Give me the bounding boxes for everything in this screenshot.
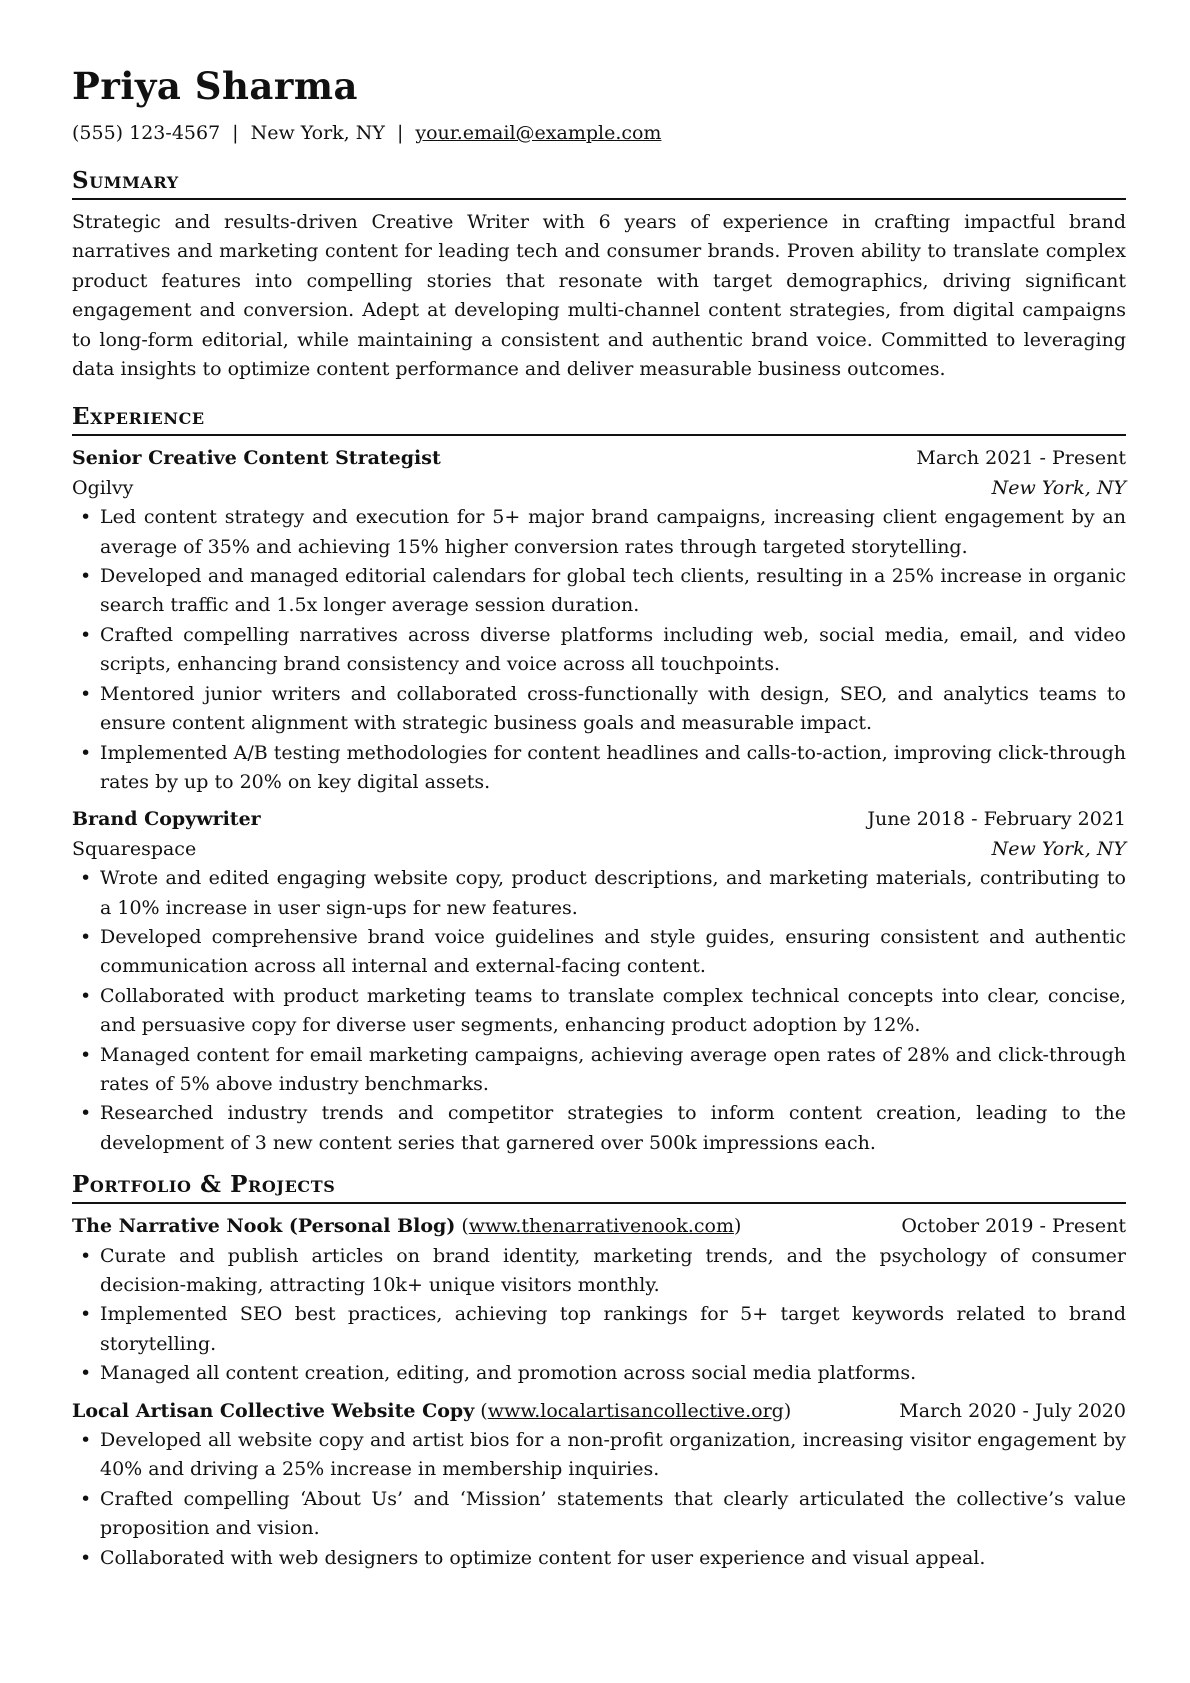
- bullet-item: [72, 982, 1126, 1041]
- link-paren-open: (: [461, 1215, 469, 1238]
- company-name: Ogilvy: [72, 476, 134, 499]
- project-entry: [72, 1212, 1126, 1388]
- bullet-icon: •: [80, 1043, 92, 1066]
- bullet-text: Collaborated with web designers to optimize content for user experience and visual appeal.: [100, 1546, 986, 1569]
- bullet-icon: •: [80, 984, 92, 1007]
- project-link[interactable]: www.thenarrativenook.com: [468, 1215, 734, 1238]
- summary-text: Strategic and results-driven Creative Writer with 6 years of experience in crafting impactful brand narratives and marketing content for leading tech and consumer brands. Proven ability to translate complex product features into compelling stories that resonate with target demographics, driving significant engagement and conversion. Adept at developing multi-channel content strategies, from digital campaigns to long-form editorial, while maintaining a consistent and authentic brand voice. Committed to leveraging data insights to optimize content performance and deliver measurable business outcomes.: [72, 211, 1126, 381]
- bullet-icon: •: [80, 1487, 92, 1510]
- bullet-item: [72, 923, 1126, 982]
- experience-section: [72, 402, 1126, 1158]
- bullet-text: Developed and managed editorial calendars for global tech clients, resulting in a 25% increase in organic search traffic and 1.5x longer average session duration.: [100, 565, 1126, 617]
- project-dates: March 2020 - July 2020: [899, 1399, 1126, 1422]
- resume-page: [72, 60, 1126, 1573]
- project-title-line: [72, 1212, 741, 1241]
- contact-separator: |: [232, 122, 239, 144]
- project-bullets: [72, 1426, 1126, 1573]
- project-entry: [72, 1397, 1126, 1573]
- bullet-text: Mentored junior writers and collaborated cross-functionally with design, SEO, and analytics teams to ensure content alignment with strategic business goals and measurable impact.: [100, 682, 1126, 735]
- projects-section: [72, 1170, 1126, 1573]
- bullet-item: [72, 680, 1126, 739]
- bullet-icon: •: [80, 867, 92, 890]
- bullet-icon: •: [80, 1546, 92, 1569]
- bullet-icon: •: [80, 565, 92, 588]
- email-link[interactable]: your.email@example.com: [415, 122, 662, 144]
- bullet-text: Managed all content creation, editing, and promotion across social media platforms.: [100, 1362, 917, 1385]
- project-header: [72, 1212, 1126, 1241]
- bullet-item: [72, 1485, 1126, 1544]
- bullet-item: [72, 1300, 1126, 1359]
- link-paren-open: (: [480, 1399, 488, 1422]
- bullet-item: [72, 1099, 1126, 1158]
- job-subheader: [72, 474, 1126, 503]
- project-link[interactable]: www.localartisancollective.org: [487, 1399, 784, 1422]
- bullet-item: [72, 503, 1126, 562]
- job-bullets: [72, 503, 1126, 797]
- bullet-text: Crafted compelling ‘About Us’ and ‘Mission’ statements that clearly articulated the collective’s value proposition and vision.: [100, 1487, 1126, 1540]
- job-header: [72, 805, 1126, 834]
- bullet-icon: •: [80, 1102, 92, 1125]
- project-bullets: [72, 1242, 1126, 1389]
- company-name: Squarespace: [72, 837, 197, 860]
- bullet-text: Curate and publish articles on brand identity, marketing trends, and the psychology of consumer decision-making, attracting 10k+ unique visitors monthly.: [100, 1244, 1126, 1296]
- project-dates: October 2019 - Present: [901, 1215, 1126, 1238]
- job-entry: [72, 444, 1126, 797]
- bullet-text: Collaborated with product marketing teams to translate complex technical concepts into clear, concise, and persuasive copy for diverse user segments, enhancing product adoption by 12%.: [100, 984, 1126, 1037]
- bullet-item: [72, 1426, 1126, 1485]
- job-dates: March 2021 - Present: [916, 447, 1126, 470]
- project-name: The Narrative Nook (Personal Blog): [72, 1215, 456, 1238]
- job-location: New York, NY: [991, 476, 1126, 499]
- phone-number: (555) 123-4567: [72, 122, 221, 144]
- bullet-text: Managed content for email marketing campaigns, achieving average open rates of 28% and click-through rates of 5% above industry benchmarks.: [100, 1043, 1126, 1095]
- location: New York, NY: [250, 122, 385, 144]
- bullet-icon: •: [80, 741, 92, 764]
- bullet-item: [72, 562, 1126, 621]
- job-location: New York, NY: [991, 837, 1126, 860]
- project-title-line: [72, 1397, 791, 1426]
- experience-heading: Experience: [72, 402, 1126, 436]
- bullet-icon: •: [80, 1362, 92, 1385]
- bullet-item: [72, 739, 1126, 798]
- bullet-item: [72, 1359, 1126, 1388]
- job-header: [72, 444, 1126, 473]
- contact-line: [72, 118, 1126, 148]
- job-subheader: [72, 835, 1126, 864]
- projects-heading: Portfolio & Projects: [72, 1170, 1126, 1204]
- bullet-item: [72, 1041, 1126, 1100]
- job-bullets: [72, 864, 1126, 1158]
- project-name: Local Artisan Collective Website Copy: [72, 1399, 475, 1422]
- bullet-icon: •: [80, 682, 92, 705]
- bullet-icon: •: [80, 506, 92, 529]
- bullet-text: Developed comprehensive brand voice guidelines and style guides, ensuring consistent and authentic communication across all internal and external-facing content.: [100, 925, 1126, 978]
- bullet-text: Implemented SEO best practices, achieving top rankings for 5+ target keywords related to brand storytelling.: [100, 1303, 1126, 1355]
- job-title: Brand Copywriter: [72, 808, 261, 831]
- bullet-icon: •: [80, 623, 92, 646]
- bullet-icon: •: [80, 1429, 92, 1452]
- job-title: Senior Creative Content Strategist: [72, 447, 441, 470]
- job-entry: [72, 805, 1126, 1158]
- link-paren-close: ): [783, 1399, 792, 1422]
- job-dates: June 2018 - February 2021: [867, 808, 1126, 831]
- bullet-text: Implemented A/B testing methodologies for content headlines and calls-to-action, improving click-through rates by up to 20% on key digital assets.: [100, 741, 1126, 793]
- summary-section: [72, 166, 1126, 384]
- contact-separator: |: [396, 122, 404, 144]
- bullet-text: Led content strategy and execution for 5+ major brand campaigns, increasing client engagement by an average of 35% and achieving 15% higher conversion rates through targeted storytelling.: [100, 506, 1126, 558]
- bullet-item: [72, 1544, 1126, 1573]
- bullet-text: Researched industry trends and competitor strategies to inform content creation, leading to the development of 3 new content series that garnered over 500k impressions each.: [100, 1102, 1126, 1154]
- bullet-text: Wrote and edited engaging website copy, product descriptions, and marketing materials, contributing to a 10% increase in user sign-ups for new features.: [100, 867, 1126, 919]
- bullet-text: Crafted compelling narratives across diverse platforms including web, social media, email, and video scripts, enhancing brand consistency and voice across all touchpoints.: [100, 623, 1126, 676]
- bullet-icon: •: [80, 1244, 92, 1267]
- project-header: [72, 1397, 1126, 1426]
- link-paren-close: ): [733, 1215, 742, 1238]
- candidate-name: Priya Sharma: [72, 64, 358, 108]
- bullet-icon: •: [80, 1303, 92, 1326]
- bullet-icon: •: [80, 925, 92, 948]
- bullet-item: [72, 621, 1126, 680]
- bullet-item: [72, 864, 1126, 923]
- bullet-text: Developed all website copy and artist bios for a non-profit organization, increasing visitor engagement by 40% and driving a 25% increase in membership inquiries.: [100, 1429, 1126, 1481]
- summary-heading: Summary: [72, 166, 1126, 200]
- bullet-item: [72, 1242, 1126, 1301]
